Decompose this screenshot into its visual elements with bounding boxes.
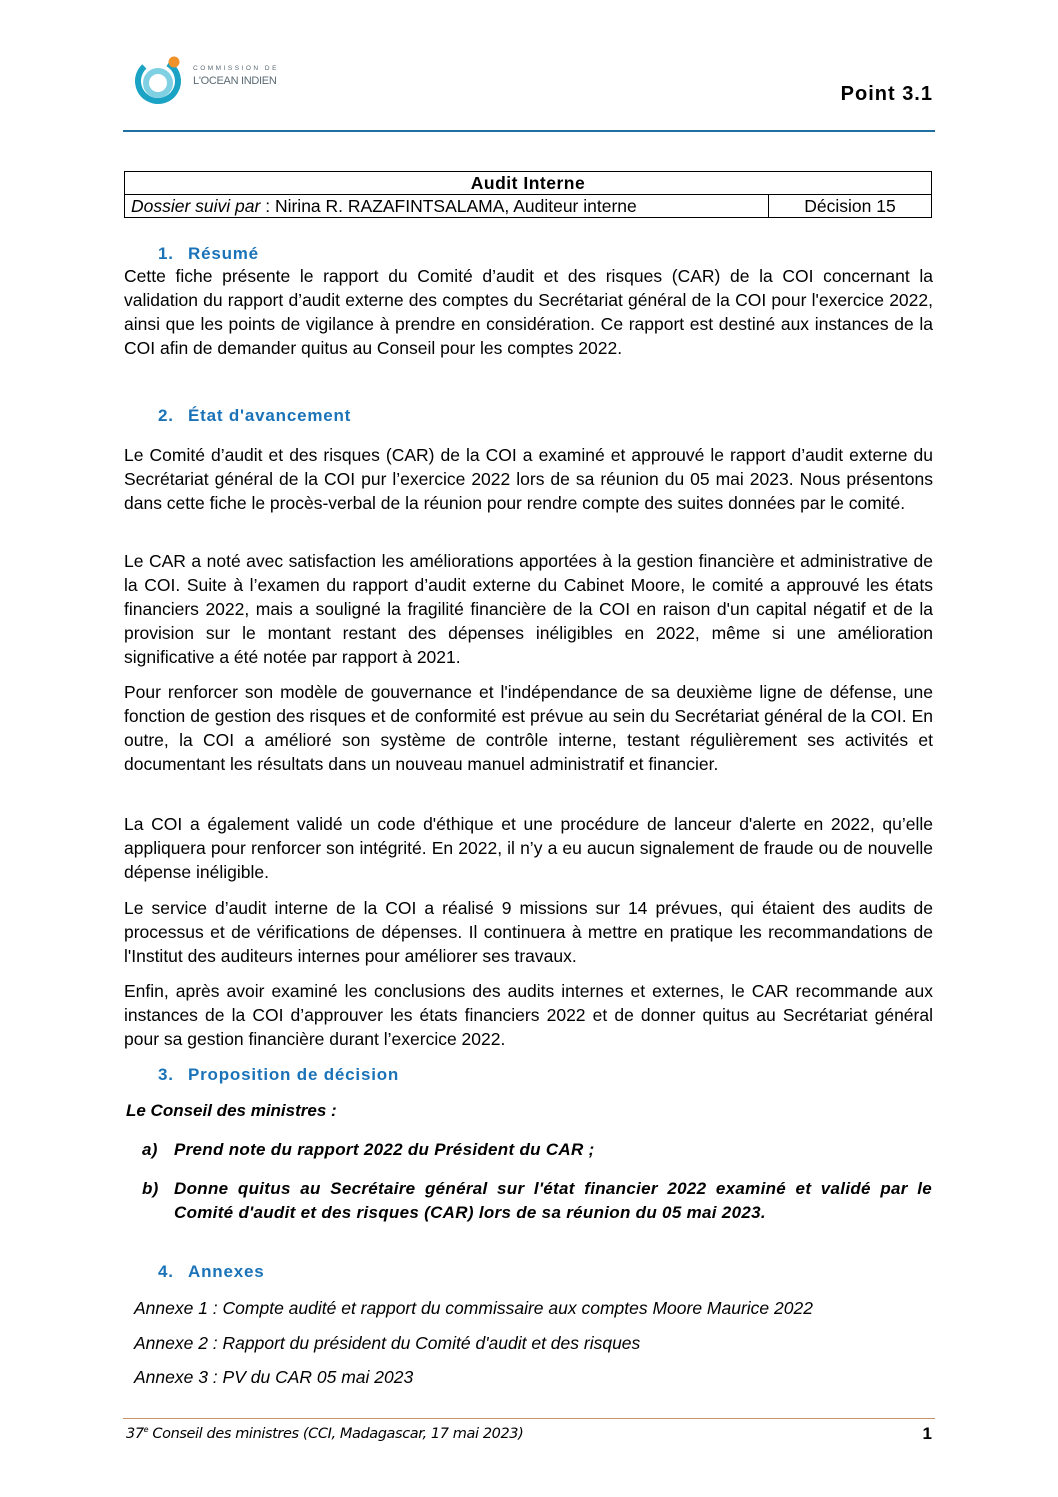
decision-item-label: b): [142, 1179, 159, 1198]
decision-intro: Le Conseil des ministres :: [126, 1101, 337, 1120]
section-number: 4.: [158, 1262, 174, 1281]
section-title: Résumé: [188, 244, 259, 263]
decision-item-a: [142, 1138, 932, 1162]
section-heading-etat-avancement: [158, 406, 351, 426]
dossier-title: Audit Interne: [125, 172, 932, 195]
header-divider: [123, 130, 935, 132]
annex-item-1: Annexe 1 : Compte audité et rapport du commissaire aux comptes Moore Maurice 2022: [134, 1298, 813, 1318]
etat-paragraph-4: La COI a également validé un code d'éthique et une procédure de lanceur d'alerte en 2022, qu’elle appliquera pour renforcer son intégrité. En 2022, il n’y a eu aucun signalement de fraude ou de nouvelle dépense inéligible.: [124, 814, 933, 882]
followed-by-value: Nirina R. RAZAFINTSALAMA, Auditeur interne: [274, 196, 637, 216]
decision-item-text: Prend note du rapport 2022 du Président du CAR ;: [174, 1140, 595, 1159]
section-heading-annexes: [158, 1262, 264, 1282]
etat-paragraph-6: Enfin, après avoir examiné les conclusions des audits internes et externes, le CAR recommande aux instances de la COI d’approuver les états financiers 2022 et de donner quitus au Secrétariat général pour sa gestion financière durant l’exercice 2022.: [124, 981, 933, 1049]
footer-text: [126, 1425, 523, 1442]
section-title: Proposition de décision: [188, 1065, 400, 1084]
decision-item-b: [142, 1177, 932, 1225]
decision-item-text: Donne quitus au Secrétaire général sur l'état financier 2022 examiné et validé par le Comité d'audit et des risques (CAR) lors de sa réunion du 05 mai 2023.: [174, 1179, 932, 1222]
dossier-box: [124, 171, 932, 218]
section-title: État d'avancement: [188, 406, 352, 425]
coi-logo: [133, 52, 303, 108]
page-number: 1: [922, 1424, 932, 1443]
etat-paragraph-3: Pour renforcer son modèle de gouvernance et l'indépendance de sa deuxième ligne de défense, une fonction de gestion des risques et de conformité est prévue au sein du Secrétariat général de la COI. En outre, la COI a amélioré son système de contrôle interne, testant régulièrement ses activités et documentant les résultats dans un nouveau manuel administratif et financier.: [124, 682, 933, 774]
decision-item-label: a): [142, 1140, 158, 1159]
logo-line-2: L'OCEAN INDIEN: [193, 74, 277, 87]
footer-divider: [123, 1418, 935, 1419]
footer-ordinal-suffix: e: [143, 1425, 149, 1434]
section-number: 3.: [158, 1065, 174, 1084]
section-number: 1.: [158, 244, 174, 263]
footer-event: Conseil des ministres (CCI, Madagascar, 17 mai 2023): [148, 1425, 524, 1442]
section-heading-resume: [158, 244, 259, 264]
etat-paragraph-1: Le Comité d’audit et des risques (CAR) de la COI a examiné et approuvé le rapport d’audit externe du Secrétariat général de la COI pur l’exercice 2022 lors de sa réunion du 05 mai 2023. Nous présentons dans cette fiche le procès-verbal de la réunion pour rendre compte des suites données par le comité.: [124, 445, 933, 513]
followed-by-label: Dossier suivi par: [131, 196, 261, 216]
point-label: Point 3.1: [840, 83, 933, 105]
etat-paragraph-5: Le service d’audit interne de la COI a réalisé 9 missions sur 14 prévues, qui étaient des audits de processus et de vérifications de dépenses. Il continuera à mettre en pratique les recommandations de l'Institut des auditeurs internes pour améliorer ses travaux.: [124, 898, 933, 966]
annex-item-2: Annexe 2 : Rapport du président du Comité d'audit et des risques: [134, 1333, 641, 1353]
logo-wordmark: [193, 66, 279, 87]
logo-line-1: COMMISSION DE: [193, 65, 279, 72]
footer-ordinal: 37: [126, 1425, 144, 1442]
etat-paragraph-2: Le CAR a noté avec satisfaction les améliorations apportées à la gestion financière et administrative de la COI. Suite à l’examen du rapport d’audit externe du Cabinet Moore, le comité a approuvé les états financiers 2022, mais a souligné la fragilité financière de la COI en raison d'un capital négatif et de la provision sur le montant restant des dépenses inéligibles en 2022, même si une amélioration significative a été notée par rapport à 2021.: [124, 551, 933, 667]
annex-item-3: Annexe 3 : PV du CAR 05 mai 2023: [134, 1367, 414, 1387]
coi-logo-icon: [133, 52, 187, 106]
section-heading-proposition: [158, 1065, 399, 1085]
resume-paragraph: Cette fiche présente le rapport du Comité d’audit et des risques (CAR) de la COI concernant la validation du rapport d’audit externe des comptes du Secrétariat général de la COI pour l'exercice 2022, ainsi que les points de vigilance à prendre en considération. Ce rapport est destiné aux instances de la COI afin de demander quitus au Conseil pour les comptes 2022.: [124, 266, 933, 358]
dossier-followed-by: [125, 195, 769, 218]
section-number: 2.: [158, 406, 174, 425]
section-title: Annexes: [188, 1262, 265, 1281]
decision-number: Décision 15: [769, 195, 932, 218]
followed-by-separator: :: [260, 196, 275, 216]
